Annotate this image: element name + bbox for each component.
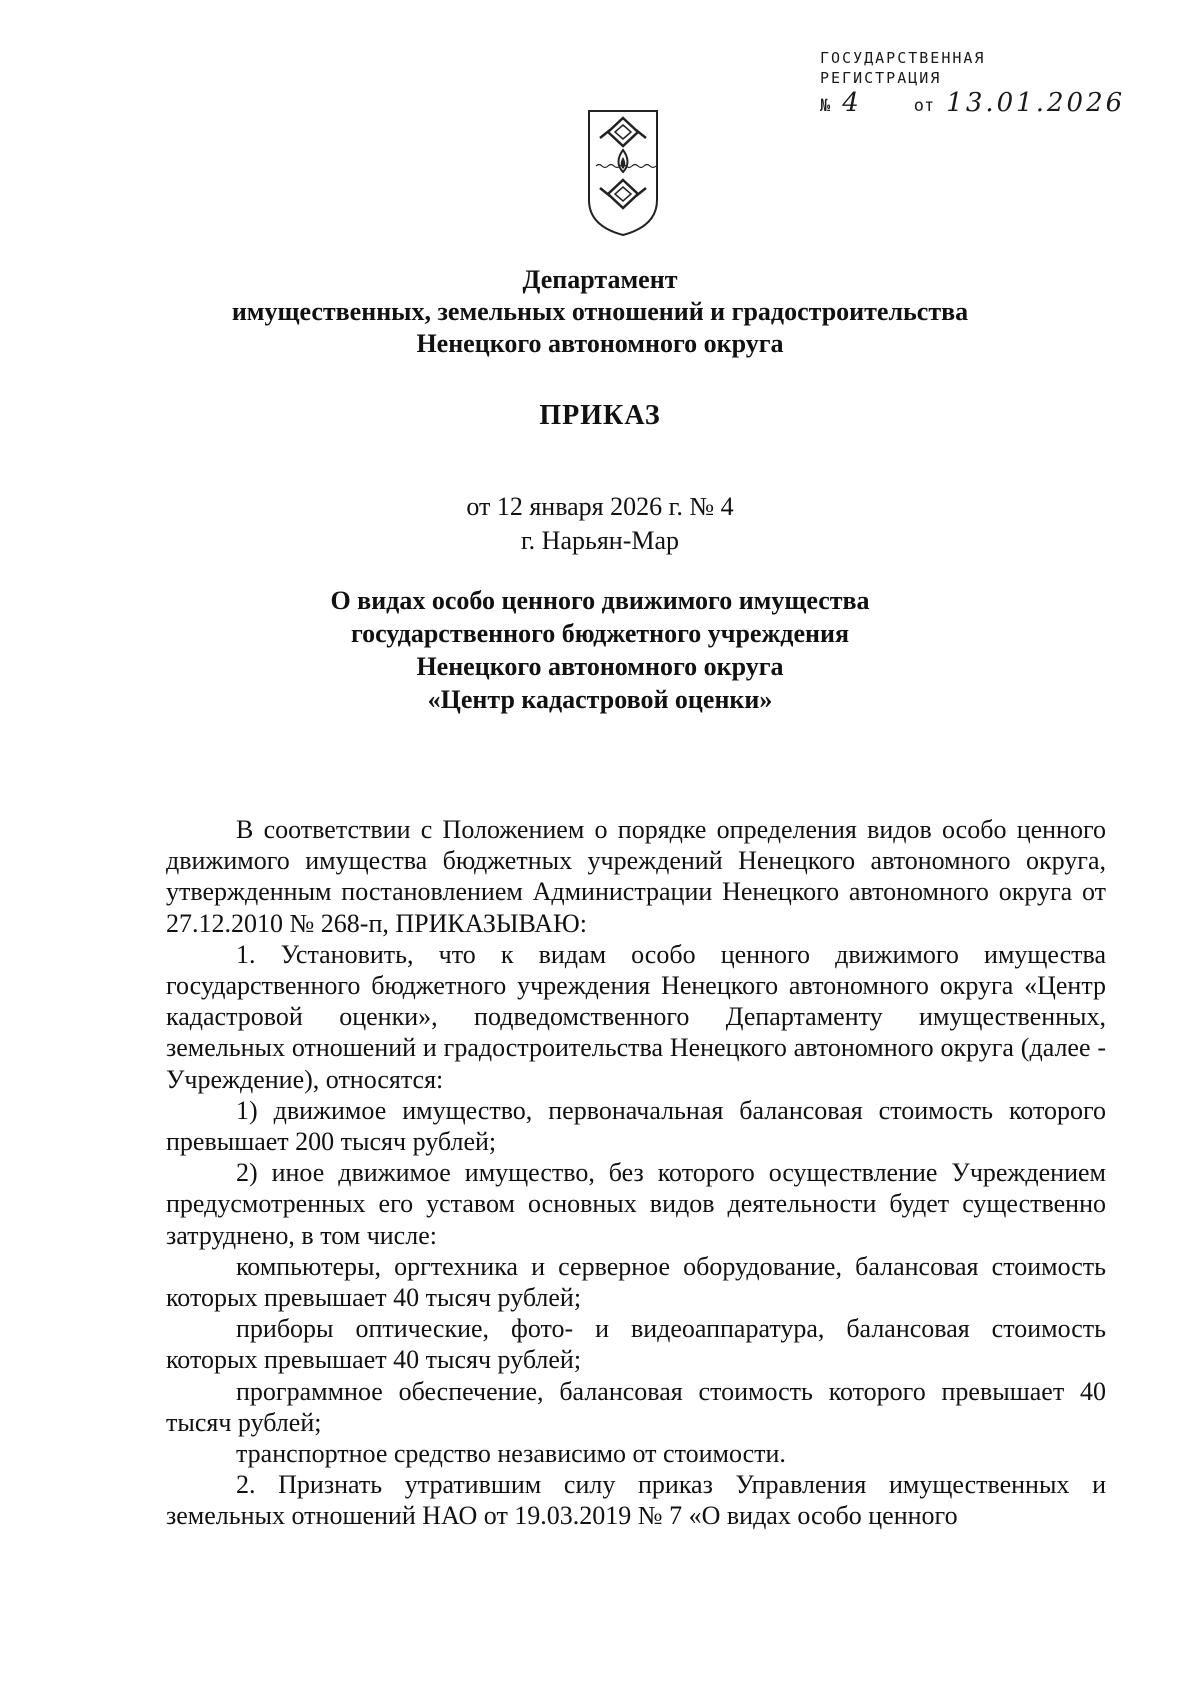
stamp-title: ГОСУДАРСТВЕННАЯ [820,49,986,67]
list-item-computers: компьютеры, оргтехника и серверное оборудование, балансовая стоимость которых превышает 40 тысяч рублей; [166,1251,1106,1313]
document-date-block [0,490,1200,558]
stamp-subtitle: РЕГИСТРАЦИЯ [820,69,942,87]
organization-line-2: имущественных, земельных отношений и градостроительства [231,297,969,326]
registration-stamp [820,48,1150,119]
stamp-number-value: 4 [842,88,862,118]
subject-line-4: «Центр кадастровой оценки» [427,685,773,714]
list-item-optics: приборы оптические, фото- и видеоаппаратура, балансовая стоимость которых превышает 40 тысяч рублей; [166,1314,1106,1375]
document-city: г. Нарьян-Мар [520,526,680,555]
stamp-date-label: от [913,96,935,116]
document-subject [0,584,1200,716]
list-item-vehicles: транспортное средство независимо от стоимости. [236,1439,786,1469]
organization-heading [0,264,1200,360]
document-type: ПРИКАЗ [539,400,661,431]
subitem-1-paragraph: 1) движимое имущество, первоначальная балансовая стоимость которого превышает 200 тысяч рублей; [166,1095,1106,1157]
organization-line-1: Департамент [522,265,678,294]
item-1-paragraph: 1. Установить, что к видам особо ценного движимого имущества государственного бюджетного учреждения Ненецкого автономного округа «Центр кадастровой оценки», подведомственного Департаменту имущественных, земельных отношений и градостроительства Ненецкого автономного округа (далее - Учреждение), относятся: [166,939,1106,1094]
stamp-date-value: 13.01.2026 [946,88,1126,118]
subitem-2-paragraph: 2) иное движимое имущество, без которого осуществление Учреждением предусмотренных его уставом основных видов деятельности будет существенно затруднено, в том числе: [166,1158,1106,1250]
item-2-paragraph: 2. Признать утратившим силу приказ Управления имущественных и земельных отношений НАО от 19.03.2019 № 7 «О видах особо ценного [166,1470,1106,1531]
preamble-paragraph: В соответствии с Положением о порядке определения видов особо ценного движимого имущества бюджетных учреждений Ненецкого автономного округа, утвержденным постановлением Администрации Ненецкого автономного округа от 27.12.2010 № 268-п, ПРИКАЗЫВАЮ: [166,815,1106,938]
subject-line-3: Ненецкого автономного округа [416,652,784,681]
subject-line-1: О видах особо ценного движимого имущества [330,586,870,615]
organization-line-3: Ненецкого автономного округа [416,329,784,358]
stamp-number-date [820,90,1150,119]
stamp-number-label: № [820,96,831,116]
document-date-number: от 12 января 2026 г. № 4 [466,492,734,521]
coat-of-arms-emblem [586,108,660,238]
subject-line-2: государственного бюджетного учреждения [350,619,850,648]
list-item-software: программное обеспечение, балансовая стоимость которого превышает 40 тысяч рублей; [166,1376,1106,1437]
document-body [166,814,1106,1532]
